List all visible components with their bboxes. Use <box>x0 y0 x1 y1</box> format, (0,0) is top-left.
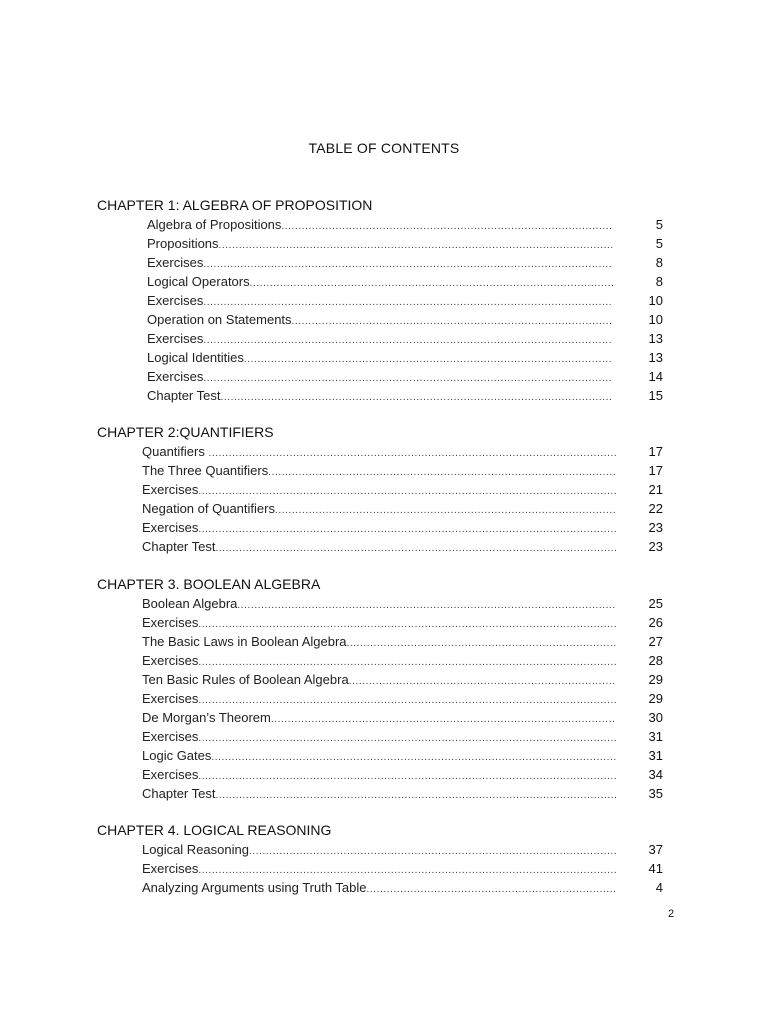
toc-entry-label: The Three Quantifiers ..... <box>142 461 616 480</box>
toc-entry <box>97 291 677 310</box>
chapter-2-section <box>97 423 677 556</box>
toc-entry-label: Quantifiers ..... <box>142 442 616 461</box>
toc-entry <box>97 461 677 480</box>
toc-entry <box>97 651 677 670</box>
toc-entry-label: Exercises ..... <box>142 651 616 670</box>
toc-entry-page-number: 10 <box>648 312 663 327</box>
toc-entry-page-number: 29 <box>648 672 663 687</box>
toc-entry <box>97 329 677 348</box>
toc-entry-label: Exercises ..... <box>147 329 613 348</box>
toc-entry-page-number: 30 <box>648 710 663 725</box>
toc-entry-label: Exercises ..... <box>147 367 613 386</box>
toc-entry <box>97 878 677 897</box>
toc-entry-page-number: 37 <box>648 842 663 857</box>
toc-entry <box>97 765 677 784</box>
toc-entry-page-number: 14 <box>648 369 663 384</box>
chapter-3-section <box>97 575 677 803</box>
toc-entry <box>97 708 677 727</box>
toc-entry-label: Exercises ..... <box>147 291 613 310</box>
toc-entry-page-number: 13 <box>648 350 663 365</box>
toc-entry-label: Chapter Test ..... <box>142 537 616 556</box>
toc-entry-label: Ten Basic Rules of Boolean Algebra ..... <box>142 670 616 689</box>
toc-entry <box>97 632 677 651</box>
toc-entry-page-number: 17 <box>648 463 663 478</box>
toc-entry-page-number: 31 <box>648 729 663 744</box>
toc-entry-label: Algebra of Propositions ..... <box>147 215 613 234</box>
toc-entry-page-number: 5 <box>655 217 663 232</box>
toc-entry-page-number: 31 <box>648 748 663 763</box>
page-title: TABLE OF CONTENTS <box>308 140 460 156</box>
toc-entry <box>97 234 677 253</box>
toc-entry-label: Logical Reasoning ..... <box>142 840 616 859</box>
toc-entry-page-number: 8 <box>655 274 663 289</box>
chapter-heading: CHAPTER 3. BOOLEAN ALGEBRA <box>97 576 321 592</box>
toc-entry-label: Boolean Algebra ..... <box>142 594 616 613</box>
chapter-heading: CHAPTER 1: ALGEBRA OF PROPOSITION <box>97 197 373 213</box>
toc-entry-label: Exercises ..... <box>142 765 616 784</box>
toc-entry-label: Exercises ..... <box>142 518 616 537</box>
toc-entry <box>97 499 677 518</box>
toc-entry-label: Exercises ..... <box>142 613 616 632</box>
toc-entry-page-number: 35 <box>648 786 663 801</box>
toc-entry-label: Exercises ..... <box>147 253 613 272</box>
toc-entry-page-number: 13 <box>648 331 663 346</box>
toc-entry-page-number: 41 <box>648 861 663 876</box>
toc-entry-page-number: 29 <box>648 691 663 706</box>
toc-entry <box>97 670 677 689</box>
toc-entry <box>97 253 677 272</box>
toc-entry-label: De Morgan’s Theorem ..... <box>142 708 616 727</box>
toc-entry <box>97 480 677 499</box>
toc-entry-page-number: 22 <box>648 501 663 516</box>
toc-entry-page-number: 4 <box>655 880 663 895</box>
toc-entry-label: Exercises ..... <box>142 859 616 878</box>
toc-entry-label: Logic Gates ..... <box>142 746 616 765</box>
chapter-heading: CHAPTER 4. LOGICAL REASONING <box>97 822 332 838</box>
chapter-1-section <box>97 196 677 405</box>
toc-entry-page-number: 23 <box>648 539 663 554</box>
toc-entry-page-number: 15 <box>648 388 663 403</box>
toc-entry <box>97 840 677 859</box>
toc-entry-label: Chapter Test ..... <box>142 784 616 803</box>
toc-entry-label: Operation on Statements ..... <box>147 310 613 329</box>
toc-entry-label: Propositions ..... <box>147 234 613 253</box>
toc-entry-page-number: 28 <box>648 653 663 668</box>
toc-entry-page-number: 5 <box>655 236 663 251</box>
toc-entry <box>97 727 677 746</box>
toc-entry-label: Analyzing Arguments using Truth Table ..... <box>142 878 616 897</box>
toc-entry-page-number: 25 <box>648 596 663 611</box>
page-number: 2 <box>668 908 675 920</box>
toc-entry-label: The Basic Laws in Boolean Algebra ..... <box>142 632 616 651</box>
toc-entry <box>97 746 677 765</box>
toc-entry <box>97 386 677 405</box>
toc-entry <box>97 215 677 234</box>
toc-entry-label: Negation of Quantifiers ..... <box>142 499 616 518</box>
toc-entry-label: Logical Identities ..... <box>147 348 613 367</box>
toc-entry-page-number: 8 <box>655 255 663 270</box>
toc-entry <box>97 784 677 803</box>
toc-entry <box>97 367 677 386</box>
toc-entry-label: Exercises ..... <box>142 689 616 708</box>
toc-entry <box>97 594 677 613</box>
toc-entry-page-number: 27 <box>648 634 663 649</box>
toc-entry <box>97 518 677 537</box>
toc-entry-page-number: 26 <box>648 615 663 630</box>
toc-entry <box>97 442 677 461</box>
toc-entry-label: Logical Operators ..... <box>147 272 613 291</box>
toc-entry <box>97 310 677 329</box>
toc-entry <box>97 348 677 367</box>
toc-entry-page-number: 21 <box>648 482 663 497</box>
toc-entry <box>97 537 677 556</box>
chapter-4-section <box>97 821 677 897</box>
toc-entry-label: Chapter Test ..... <box>147 386 613 405</box>
toc-entry <box>97 613 677 632</box>
toc-entry-page-number: 34 <box>648 767 663 782</box>
toc-entry-page-number: 10 <box>648 293 663 308</box>
toc-entry <box>97 689 677 708</box>
toc-entry <box>97 859 677 878</box>
toc-entry-page-number: 23 <box>648 520 663 535</box>
chapter-heading: CHAPTER 2:QUANTIFIERS <box>97 424 274 440</box>
toc-entry-page-number: 17 <box>648 444 663 459</box>
toc-entry-label: Exercises ..... <box>142 480 616 499</box>
toc-entry-label: Exercises ..... <box>142 727 616 746</box>
toc-entry <box>97 272 677 291</box>
